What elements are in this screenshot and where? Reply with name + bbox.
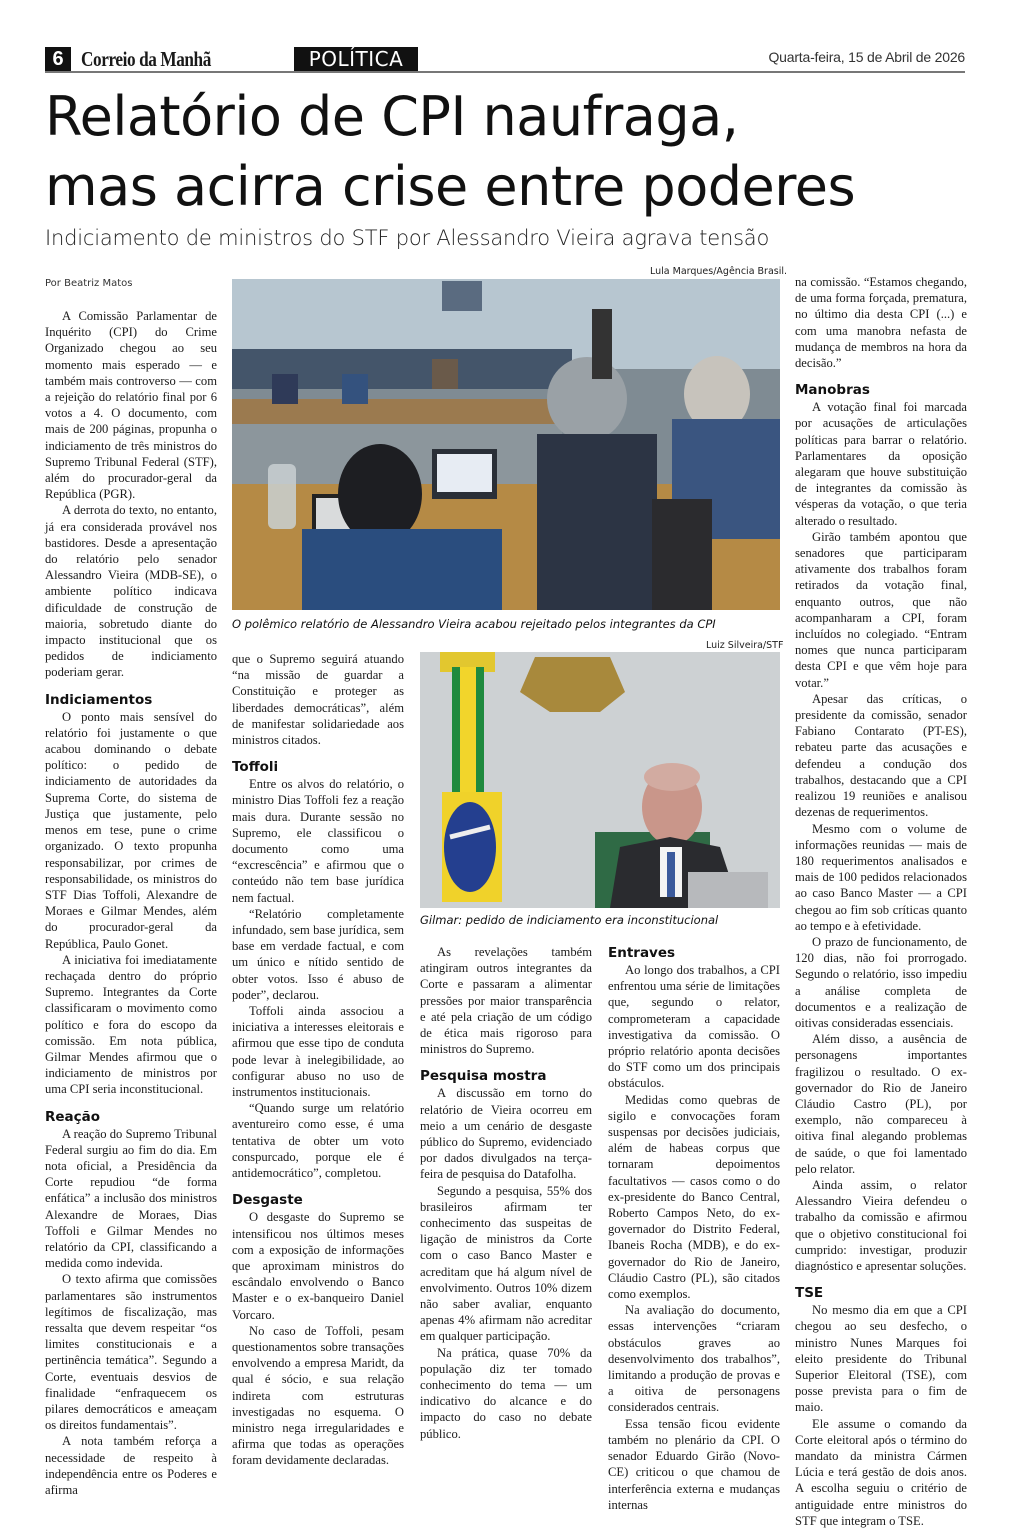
paragraph: No mesmo dia em que a CPI chegou ao seu desfecho, o ministro Nunes Marques foi eleito presidente do Tribunal Superior Eleitoral (TSE), com posse prevista para o fim de maio.	[795, 1303, 967, 1415]
page-number: 6	[45, 47, 71, 71]
byline: Por Beatriz Matos	[45, 278, 133, 289]
paragraph: As revelações também atingiram outros integrantes da Corte e passaram a alimentar pressões por maior transparência e até pela criação de um código de ética mais rigoroso para ministros do Supremo.	[420, 945, 592, 1057]
paragraph: A nota também reforça a necessidade de respeito à independência entre os Poderes e afirma	[45, 1434, 217, 1498]
paragraph: A votação final foi marcada por acusações de articulações políticas para barrar o relatório. Parlamentares da oposição alegaram que houve substituição de integrantes da comissão às vésperas da votação, o que teria alterado o resultado.	[795, 400, 967, 528]
paragraph: “Quando surge um relatório aventureiro como esse, é uma tentativa de obter um voto conspurcado, porque ele é antidemocrático”, completou.	[232, 1101, 404, 1181]
publication-date: Quarta-feira, 15 de Abril de 2026	[768, 49, 965, 65]
headline-line-2: mas acirra crise entre poderes	[45, 155, 856, 218]
paragraph: A discussão em torno do relatório de Vieira ocorreu em meio a um cenário de desgaste público do Supremo, evidenciado por dados divulgados na terça-feira de pesquisa do Datafolha.	[420, 1086, 592, 1182]
paragraph: Essa tensão ficou evidente também no plenário da CPI. O senador Eduardo Girão (Novo-CE) criticou o que chamou de interferência externa e mudanças internas	[608, 1416, 780, 1512]
subheadline: Indiciamento de ministros do STF por Alessandro Vieira agrava tensão	[45, 226, 770, 250]
article-column-1	[45, 308, 217, 1498]
paragraph: O prazo de funcionamento, de 120 dias, não foi prorrogado. Segundo o relatório, isso impediu a análise completa de documentos e a realização de oitivas consideradas essenciais.	[795, 934, 967, 1030]
paragraph: “Relatório completamente infundado, sem base jurídica, sem base em verdade factual, e com um único e nítido sentido de obter votos. Isso é abuso de poder”, declarou.	[232, 906, 404, 1002]
photo-gilmar-mendes	[420, 652, 780, 908]
paragraph: A reação do Supremo Tribunal Federal surgiu ao fim do dia. Em nota oficial, a Presidência da Corte repudiou “de forma enfática” a inclusão dos ministros Alexandre de Moraes, Dias Toffoli e Gilmar Mendes no relatório da CPI, classificando a medida como indevida.	[45, 1126, 217, 1271]
paragraph: Mesmo com o volume de informações reunidas — mais de 180 requerimentos analisados e mais de 100 pedidos relacionados ao caso Banco Master — a CPI chegou ao fim sob críticas quanto ao tempo e à efetividade.	[795, 821, 967, 933]
subheading-desgaste: Desgaste	[232, 1192, 303, 1209]
photo-credit-main: Lula Marques/Agência Brasil.	[650, 266, 788, 277]
paragraph: Medidas como quebras de sigilo e convocações foram suspensas por decisões judiciais, além de habeas corpus que tornaram depoimentos facultativos — casos como o do ex-presidente do Banco Central, Roberto Campos Neto, do ex-governador do Distrito Federal, Ibaneis Rocha (MDB), e do ex-governador do Rio de Janeiro, Cláudio Castro (PL), são citados como exemplos.	[608, 1092, 780, 1302]
subheading-manobras: Manobras	[795, 382, 870, 399]
photo-cpi-session	[232, 279, 780, 610]
paragraph: No caso de Toffoli, pesam questionamentos sobre transações envolvendo a empresa Maridt, da qual é sócio, e sua relação indireta com estruturas investigadas no esquema. O ministro nega irregularidades e afirma que todas as operações foram devidamente declaradas.	[232, 1323, 404, 1468]
subheading-tse: TSE	[795, 1285, 824, 1302]
photo-caption-main: O polêmico relatório de Alessandro Vieira acabou rejeitado pelos integrantes da CPI	[232, 617, 716, 631]
paragraph: Na avaliação do documento, essas intervenções “criaram obstáculos graves ao desenvolvimento dos trabalhos”, limitando a produção de provas e a oitiva de personagens considerados centrais.	[608, 1303, 780, 1415]
newspaper-name: Correio da Manhã	[81, 47, 211, 71]
paragraph: Entre os alvos do relatório, o ministro Dias Toffoli fez a reação mais dura. Durante sessão no Supremo, ele classificou o documento como uma “excrescência” e afirmou que o conteúdo não tem base jurídica nem factual.	[232, 777, 404, 905]
article-column-5	[795, 274, 967, 1529]
section-label: POLÍTICA	[294, 47, 418, 71]
paragraph: Além disso, a ausência de personagens importantes fragilizou o resultado. O ex-governador do Rio de Janeiro Cláudio Castro (PL), por exemplo, não compareceu à oitiva final alegando problemas de saúde, o que foi lamentado pelo relator.	[795, 1032, 967, 1176]
paragraph: A iniciativa foi imediatamente rechaçada dentro do próprio Supremo. Integrantes da Corte classificaram o movimento como político e fora do escopo da comissão. Em nota pública, Gilmar Mendes afirmou que o indiciamento de ministros por uma CPI seria inconstitucional.	[45, 952, 217, 1097]
paragraph: O ponto mais sensível do relatório foi justamente o que acabou dominando o debate político: o pedido de indiciamento de autoridades da Suprema Corte, do sistema de Justiça que justamente, pelo menos em tese, pune o crime organizado. O texto propunha responsabilizar, por crimes de responsabilidade, os ministros do STF Dias Toffoli, Alexandre de Moraes e Gilmar Mendes, além do procurador-geral da República, Paulo Gonet.	[45, 709, 217, 951]
headline-line-1: Relatório de CPI naufraga,	[45, 85, 739, 148]
photo-caption-secondary: Gilmar: pedido de indiciamento era inconstitucional	[420, 913, 719, 927]
paragraph: A Comissão Parlamentar de Inquérito (CPI) do Crime Organizado chegou ao seu momento mais esperado — e também mais controverso — com a rejeição do relatório final por 6 votos a 4. O documento, com mais de 200 páginas, propunha o indiciamento de três ministros do Supremo Tribunal Federal (STF), além do procurador-geral da República (PGR).	[45, 309, 217, 502]
paragraph: Apesar das críticas, o presidente da comissão, senador Fabiano Contarato (PT-ES), rebateu parte das acusações e defendeu a condução dos trabalhos, destacando que a CPI realizou 19 reuniões e analisou dezenas de requerimentos.	[795, 691, 967, 820]
photo-gilmar-mendes-image	[420, 652, 780, 908]
paragraph: Girão também apontou que senadores que participaram ativamente dos trabalhos foram retirados da votação final, enquanto outros, que não acompanharam a CPI, foram incluídos no colegiado. “Entram nomes que nunca participaram desta CPI e que vêm hoje para votar.”	[795, 529, 967, 690]
article-column-4	[608, 944, 780, 1513]
subheading-indiciamentos: Indiciamentos	[45, 691, 153, 708]
paragraph: Toffoli ainda associou a iniciativa a interesses eleitorais e afirmou que esse tipo de conduta pode levar à inelegibilidade, ao configurar abuso no uso de instrumentos institucionais.	[232, 1004, 404, 1100]
article-column-3	[420, 944, 592, 1442]
paragraph: que o Supremo seguirá atuando “na missão de guardar a Constituição e proteger as liberdades democráticas”, além de manifestar solidariedade aos ministros citados.	[232, 652, 404, 748]
paragraph: Segundo a pesquisa, 55% dos brasileiros afirmam ter conhecimento das suspeitas de ligação de ministros da Corte com o caso Banco Master e acreditam que há algum nível de envolvimento. Outros 10% dizem não saber avaliar, enquanto apenas 4% afirmam não acreditar em qualquer participação.	[420, 1183, 592, 1344]
paragraph: A derrota do texto, no entanto, já era considerada provável nos bastidores. Desde a apresentação do relatório pelo senador Alessandro Vieira (MDB-SE), o ambiente político indicava dificuldade de construção de maioria, sobretudo diante do impacto institucional que os pedidos de indiciamento poderiam gerar.	[45, 503, 217, 680]
masthead	[45, 47, 965, 73]
article-column-2	[232, 651, 404, 1469]
paragraph: O texto afirma que comissões parlamentares são instrumentos legítimos de fiscalização, mas ressalta que devem respeitar “os limites constitucionais e a pertinência temática”. Segundo a Corte, eventuais desvios de finalidade “enfraquecem os pilares democráticos e ameaçam os direitos fundamentais”.	[45, 1272, 217, 1433]
headline	[45, 82, 975, 222]
photo-cpi-session-image	[232, 279, 780, 610]
paragraph: Ele assume o comando da Corte eleitoral após o término do mandato da ministra Cármen Lúcia e terá gestão de dois anos. A escolha seguiu o critério de antiguidade entre ministros do STF que integram o TSE.	[795, 1416, 967, 1528]
subheading-pesquisa-mostra: Pesquisa mostra	[420, 1068, 547, 1085]
paragraph: Ao longo dos trabalhos, a CPI enfrentou uma série de limitações que, segundo o relator, comprometeram a capacidade investigativa da comissão. O próprio relatório aponta decisões do STF como um dos principais obstáculos.	[608, 963, 780, 1091]
photo-credit-secondary: Luiz Silveira/STF	[706, 640, 784, 651]
paragraph: Na prática, quase 70% da população diz ter tomado conhecimento do tema — um indicativo do alcance e do impacto do caso no debate público.	[420, 1345, 592, 1441]
paragraph: O desgaste do Supremo se intensificou nos últimos meses com a exposição de informações que aproximam ministros do escândalo envolvendo o Banco Master e o ex-banqueiro Daniel Vorcaro.	[232, 1210, 404, 1322]
subheading-entraves: Entraves	[608, 945, 676, 961]
subheading-reacao: Reação	[45, 1108, 101, 1125]
paragraph: na comissão. “Estamos chegando, de uma forma forçada, prematura, no último dia desta CPI (...) e com uma manobra nefasta de mudança de membros na hora da decisão.”	[795, 275, 967, 371]
paragraph: Ainda assim, o relator Alessandro Vieira defendeu o trabalho da comissão e afirmou que o objetivo constitucional foi cumprido: investigar, produzir diagnóstico e apresentar soluções.	[795, 1177, 967, 1273]
subheading-toffoli: Toffoli	[232, 759, 279, 776]
